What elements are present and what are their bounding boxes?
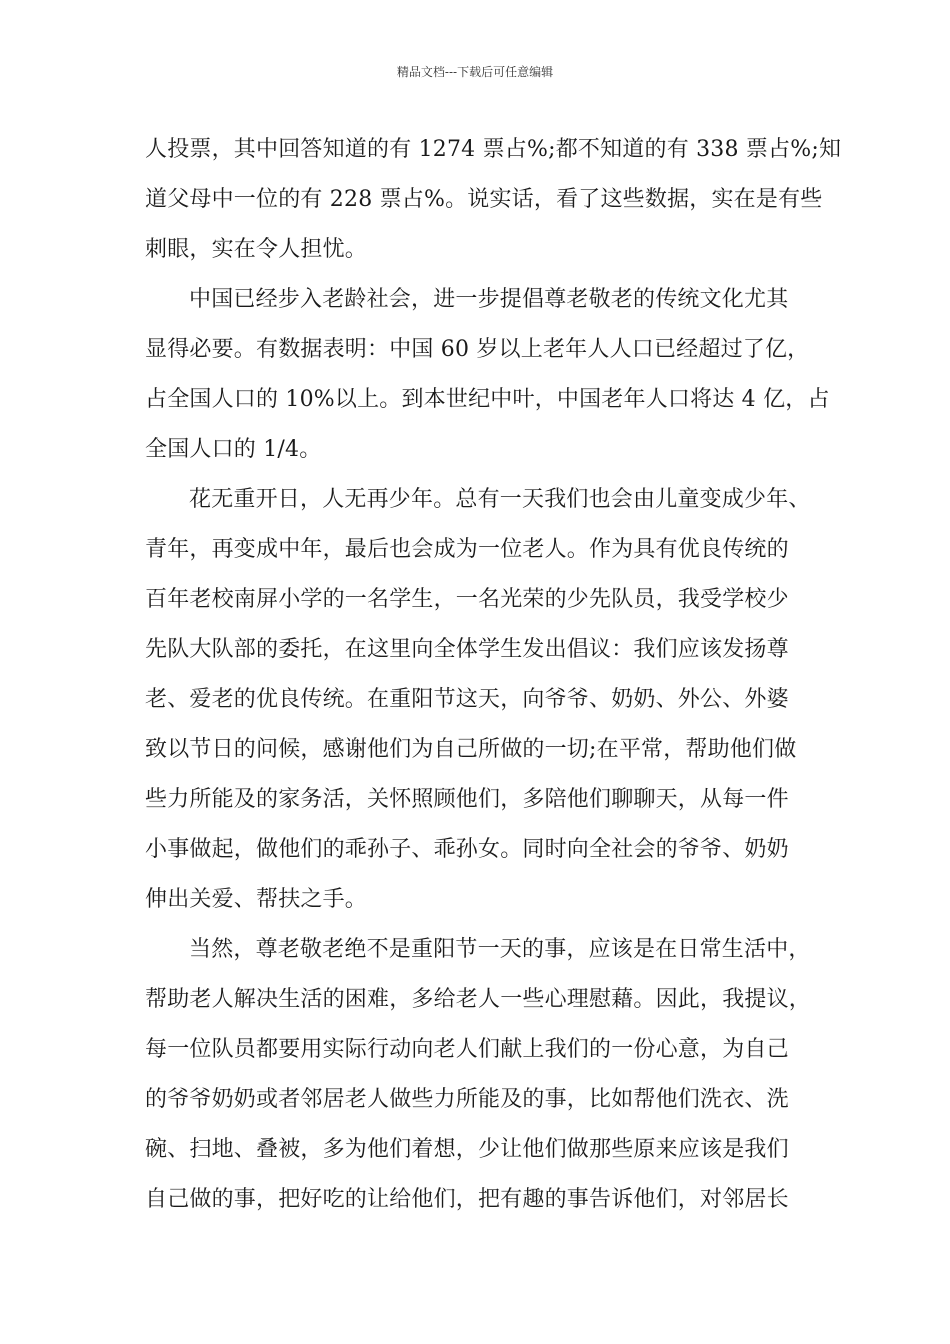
paragraph-2 [145, 282, 830, 482]
text-line: 的爷爷奶奶或者邻居老人做些力所能及的事，比如帮他们洗衣、洗 [145, 1087, 789, 1112]
text-line: 伸出关爱、帮扶之手。 [145, 887, 368, 912]
paragraph-3 [145, 482, 811, 932]
text-line: 碗、扫地、叠被，多为他们着想，少让他们做那些原来应该是我们 [145, 1137, 789, 1162]
paragraph-4 [145, 932, 812, 1232]
text-line: 刺眼，实在令人担忧。 [145, 237, 368, 262]
text-line: 每一位队员都要用实际行动向老人们献上我们的一份心意，为自己 [145, 1037, 789, 1062]
text-line: 先队大队部的委托，在这里向全体学生发出倡议：我们应该发扬尊 [145, 637, 789, 662]
text-line: 青年，再变成中年，最后也会成为一位老人。作为具有优良传统的 [145, 537, 789, 562]
text-line: 中国已经步入老龄社会，进一步提倡尊老敬老的传统文化尤其 [189, 287, 789, 312]
text-line: 老、爱老的优良传统。在重阳节这天，向爷爷、奶奶、外公、外婆 [145, 687, 789, 712]
text-line: 当然，尊老敬老绝不是重阳节一天的事，应该是在日常生活中， [189, 937, 811, 962]
text-line: 花无重开日，人无再少年。总有一天我们也会由儿童变成少年、 [189, 487, 811, 512]
text-line: 显得必要。有数据表明：中国 60 岁以上老年人人口已经超过了亿， [145, 337, 810, 362]
text-line: 自己做的事，把好吃的让给他们，把有趣的事告诉他们，对邻居长 [145, 1187, 789, 1212]
text-line: 道父母中一位的有 228 票占%。说实话，看了这些数据，实在是有些 [145, 187, 823, 212]
text-line: 百年老校南屏小学的一名学生，一名光荣的少先队员，我受学校少 [145, 587, 789, 612]
text-line: 致以节日的问候，感谢他们为自己所做的一切;在平常，帮助他们做 [145, 737, 797, 762]
text-line: 占全国人口的 10%以上。到本世纪中叶，中国老年人口将达 4 亿，占 [145, 387, 830, 412]
page-header: 精品文档---下载后可任意编辑 [396, 65, 554, 79]
text-line: 些力所能及的家务活，关怀照顾他们，多陪他们聊聊天，从每一件 [145, 787, 789, 812]
paragraph-1 [145, 132, 842, 282]
document-body [145, 132, 842, 1232]
text-line: 小事做起，做他们的乖孙子、乖孙女。同时向全社会的爷爷、奶奶 [145, 837, 789, 862]
text-line: 人投票，其中回答知道的有 1274 票占%;都不知道的有 338 票占%;知 [145, 137, 842, 162]
text-line: 帮助老人解决生活的困难，多给老人一些心理慰藉。因此，我提议， [145, 987, 812, 1012]
text-line: 全国人口的 1/4。 [145, 437, 322, 462]
